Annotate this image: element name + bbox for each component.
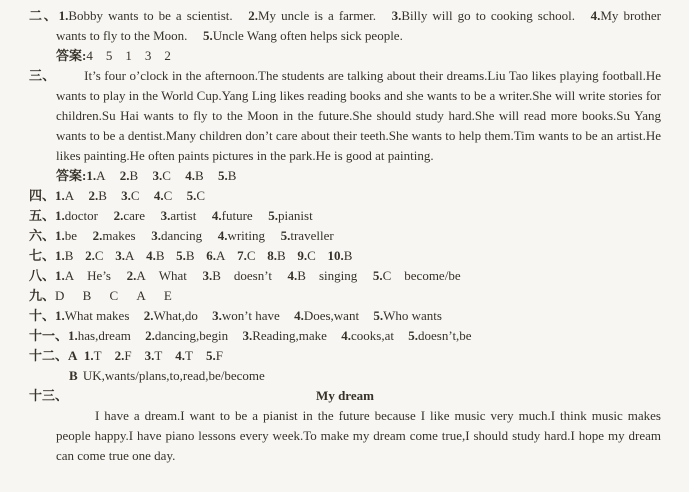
section-label: 五、 <box>29 208 56 223</box>
section-label: 十二、 <box>29 348 69 363</box>
text-run: It’s four o’clock in the afternoon.The students are talking about their dreams.Liu Tao likes playing football.He wants to play in the World Cup.Yang Ling likes reading books and she wants to be a writer.She will write stories for children.Su Hai wants to fly to the Moon in the future.She should study hard.She will read more books.Su Yang wants to be a dentist.Many children don’t care about their teeth.She wants to help them.Tim wants to be an artist.He likes painting.He often paints pictures in the park.He is good at painting. <box>56 68 661 163</box>
text-run: 5. <box>280 228 291 243</box>
text-run: B <box>276 248 286 263</box>
section-3-passage <box>29 66 661 166</box>
section-2-items <box>29 6 661 46</box>
text-run: Who wants <box>383 308 442 323</box>
text-run: 2. <box>114 348 125 363</box>
text-run: F <box>124 348 132 363</box>
text-run: singing <box>318 268 358 283</box>
text-run: 3. <box>144 348 155 363</box>
text-run: 4. <box>294 308 304 323</box>
text-run: He’s <box>87 268 111 283</box>
text-run: C <box>162 168 171 183</box>
section-label: 十三、 <box>29 388 69 403</box>
text-run: What,do <box>153 308 198 323</box>
text-run: 1. <box>55 308 65 323</box>
text-run: E <box>163 288 172 303</box>
text-run: become/be <box>404 268 461 283</box>
text-run: doctor <box>64 208 98 223</box>
text-run: 1. <box>58 8 69 23</box>
text-run: 3. <box>160 208 171 223</box>
text-run: 5. <box>372 268 383 283</box>
text-run: 5 <box>105 48 113 63</box>
text-run: UK,wants/plans,to,read,be/become <box>82 368 265 383</box>
text-run: Uncle Wang often helps sick people. <box>212 28 403 43</box>
text-run: 4. <box>185 168 195 183</box>
text-run: A <box>136 288 146 303</box>
text-run: 7. <box>237 248 247 263</box>
text-run: 3 <box>144 48 152 63</box>
text-run: 1 <box>125 48 132 63</box>
section-5-answers <box>29 206 661 226</box>
text-run: A <box>136 268 146 283</box>
text-run: Does,want <box>303 308 360 323</box>
text-run: C <box>94 248 104 263</box>
text-run: 2. <box>85 248 95 263</box>
text-run: B <box>185 248 195 263</box>
text-run: A <box>216 248 226 263</box>
text-run: artist <box>170 208 197 223</box>
text-run: B <box>155 248 165 263</box>
text-run: 3. <box>242 328 253 343</box>
text-run: B <box>212 268 221 283</box>
text-run: 4. <box>590 8 601 23</box>
text-run: A <box>64 268 75 283</box>
text-run: D <box>55 288 65 303</box>
text-run: doesn’t <box>233 268 272 283</box>
text-run: 3. <box>115 248 125 263</box>
text-run: 5. <box>373 308 384 323</box>
text-run: traveller <box>290 228 334 243</box>
text-run: 答案: <box>56 48 87 63</box>
text-run: 2. <box>92 228 103 243</box>
text-run: dancing,begin <box>154 328 229 343</box>
text-run: 5. <box>186 188 197 203</box>
text-run: I have a dream.I want to be a pianist in the future because I like music very much.I think music makes people happy.I have piano lessons every week.To make my dream come true,I should study hard.I hope my dream can come true one day. <box>56 408 661 463</box>
text-run: 2. <box>119 168 130 183</box>
text-run: 5. <box>203 28 213 43</box>
text-run: B <box>82 288 92 303</box>
text-run: makes <box>102 228 136 243</box>
text-run: Reading,make <box>252 328 327 343</box>
text-run: 4. <box>287 268 298 283</box>
text-run: 4 <box>86 48 93 63</box>
section-6-answers <box>29 226 661 246</box>
text-run: 4. <box>211 208 222 223</box>
text-run: 4. <box>153 188 164 203</box>
section-label: 十、 <box>29 308 56 323</box>
text-run: T <box>154 348 163 363</box>
text-run: B <box>129 168 139 183</box>
section-label: 十一、 <box>29 328 69 343</box>
text-run: 4. <box>341 328 351 343</box>
section-8-answers <box>29 266 661 286</box>
text-run: future <box>221 208 253 223</box>
text-run: B <box>297 268 306 283</box>
section-label: 八、 <box>29 268 56 283</box>
section-7-answers <box>29 246 661 266</box>
text-run: 2. <box>145 328 155 343</box>
section-12-part-a-answers <box>29 346 661 366</box>
text-run: cooks,at <box>351 328 394 343</box>
text-run: doesn’t,be <box>418 328 472 343</box>
text-run: 5. <box>408 328 419 343</box>
text-run: won’t have <box>221 308 280 323</box>
text-run: 2 <box>164 48 171 63</box>
section-label: 九、 <box>29 288 56 303</box>
text-run: writing <box>227 228 266 243</box>
text-run: 2. <box>248 8 258 23</box>
section-13-title-row <box>29 386 661 406</box>
text-run: Billy will go to cooking school. <box>401 8 576 23</box>
text-run: 1. <box>68 328 78 343</box>
text-run: 4. <box>175 348 186 363</box>
text-run: B <box>98 188 107 203</box>
text-run: C <box>196 188 206 203</box>
text-run: B <box>194 168 204 183</box>
text-run: A <box>96 168 106 183</box>
text-run: 2. <box>88 188 99 203</box>
text-run: 3. <box>202 268 213 283</box>
text-run: C <box>307 248 316 263</box>
text-run: 2. <box>113 208 124 223</box>
section-13-essay <box>29 406 661 466</box>
section-11-answers <box>29 326 661 346</box>
text-run: 10. <box>327 248 344 263</box>
text-run: What makes <box>64 308 130 323</box>
text-run: 1. <box>55 268 65 283</box>
text-run: 5. <box>268 208 279 223</box>
text-run: 3. <box>152 168 163 183</box>
text-run: C <box>163 188 173 203</box>
text-run: 5. <box>217 168 228 183</box>
section-10-answers <box>29 306 661 326</box>
text-run: 9. <box>297 248 308 263</box>
text-run: What <box>158 268 187 283</box>
text-run: 1. <box>55 228 65 243</box>
section-label: 四、 <box>29 188 56 203</box>
text-run: care <box>123 208 145 223</box>
section-2-answers <box>29 46 661 66</box>
text-run: 5. <box>206 348 216 363</box>
text-run: 3. <box>391 8 402 23</box>
text-run: 4. <box>217 228 228 243</box>
text-run: A <box>64 188 75 203</box>
text-run: B <box>343 248 353 263</box>
text-run: 2. <box>126 268 137 283</box>
text-run: 1. <box>55 248 65 263</box>
text-run: 3. <box>151 228 161 243</box>
text-run: A <box>124 248 135 263</box>
text-run: 4. <box>146 248 156 263</box>
text-run: F <box>215 348 223 363</box>
section-4-answers <box>29 186 661 206</box>
section-label: 三、 <box>29 68 56 83</box>
text-run: B <box>69 368 78 383</box>
text-run: 1. <box>55 208 65 223</box>
text-run: 1. <box>86 168 97 183</box>
text-run: T <box>93 348 102 363</box>
text-run: A <box>68 348 78 363</box>
text-run: 8. <box>267 248 277 263</box>
text-run: 3. <box>121 188 131 203</box>
text-run: C <box>109 288 119 303</box>
text-run: 1. <box>55 188 65 203</box>
text-run: My brother wants to fly to the Moon. <box>56 8 662 43</box>
section-12-part-b-answers <box>29 366 661 386</box>
text-run: My dream <box>316 388 374 403</box>
text-run: 6. <box>206 248 217 263</box>
section-9-answers <box>29 286 661 306</box>
section-label: 七、 <box>29 248 56 263</box>
section-label: 六、 <box>29 228 56 243</box>
text-run: 答案: <box>56 168 87 183</box>
text-run: T <box>185 348 193 363</box>
text-run: C <box>246 248 256 263</box>
text-run: C <box>130 188 140 203</box>
text-run: dancing <box>160 228 203 243</box>
section-label: 二、 <box>29 8 59 23</box>
text-run: 3. <box>212 308 222 323</box>
text-run: Bobby wants to be a scientist. <box>68 8 233 23</box>
section-3-answers <box>29 166 661 186</box>
text-run: 1. <box>83 348 94 363</box>
text-run: B <box>64 248 74 263</box>
text-run: B <box>227 168 237 183</box>
text-run: pianist <box>278 208 313 223</box>
text-run: be <box>64 228 78 243</box>
text-run: 5. <box>176 248 186 263</box>
text-run: C <box>382 268 392 283</box>
text-run: has,dream <box>77 328 131 343</box>
text-run: My uncle is a farmer. <box>257 8 376 23</box>
text-run: 2. <box>143 308 154 323</box>
